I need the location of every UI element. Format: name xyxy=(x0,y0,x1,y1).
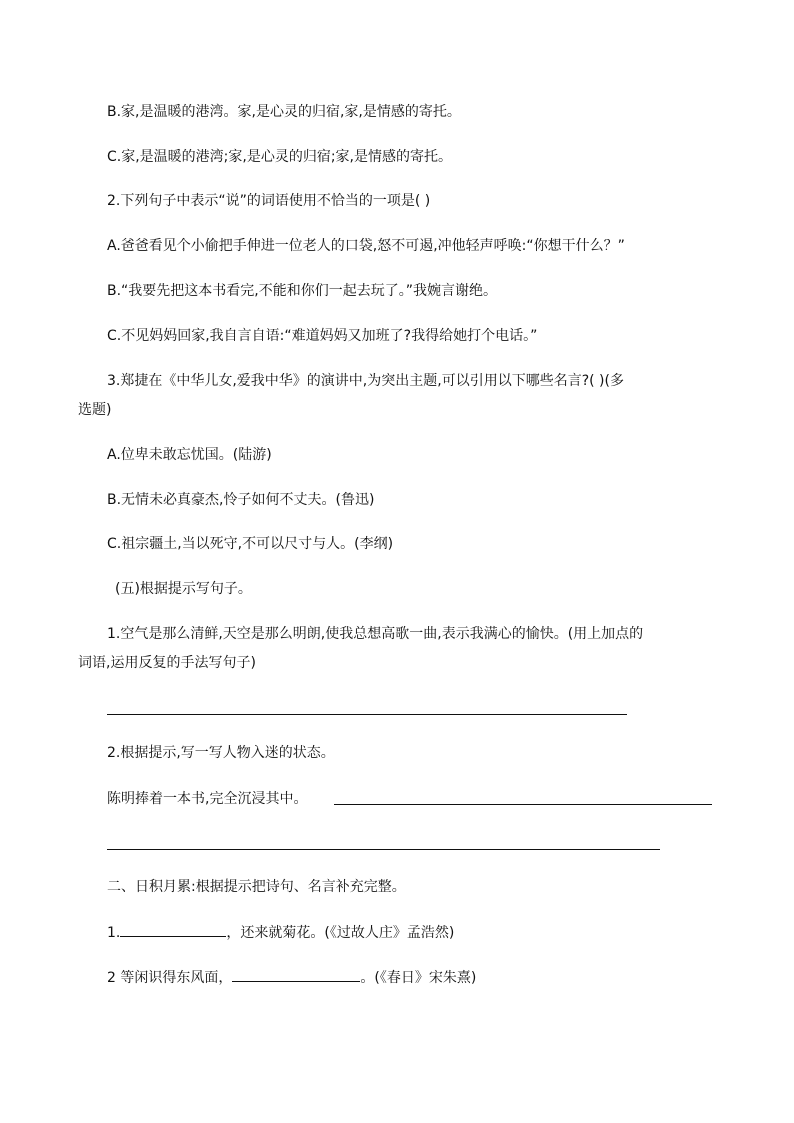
section-2-heading: 二、日积月累:根据提示把诗句、名言补充完整。 xyxy=(107,879,406,895)
answer-line-2[interactable] xyxy=(334,804,712,805)
fill-blank-2[interactable] xyxy=(232,967,360,982)
rewrite-question-2: 2.根据提示,写一写人物入迷的状态。 xyxy=(107,745,335,761)
answer-line-1[interactable] xyxy=(107,714,627,715)
option-3a: A.位卑未敢忘忧国。(陆游) xyxy=(107,447,272,463)
fill-blank-1[interactable] xyxy=(120,922,226,937)
question-3-stem-continued: 选题) xyxy=(78,402,112,418)
poem-fill-1-number: 1. xyxy=(107,925,121,941)
rewrite-question-2-prompt: 陈明捧着一本书,完全沉浸其中。 xyxy=(107,791,308,807)
rewrite-question-1-continued: 词语,运用反复的手法写句子) xyxy=(78,655,256,671)
poem-fill-2 xyxy=(107,967,476,987)
option-2a: A.爸爸看见个小偷把手伸进一位老人的口袋,怒不可遏,冲他轻声呼唤:“你想干什么？” xyxy=(107,238,625,254)
answer-line-3[interactable] xyxy=(107,849,660,850)
option-3c: C.祖宗疆土,当以死守,不可以尺寸与人。(李纲) xyxy=(107,536,394,552)
poem-fill-1 xyxy=(107,922,454,942)
poem-fill-2-text: 2 等闲识得东风面， xyxy=(107,970,233,986)
option-2c: C.不见妈妈回家,我自言自语:“难道妈妈又加班了?我得给她打个电话。” xyxy=(107,328,538,344)
option-3b: B.无情未必真豪杰,怜子如何不丈夫。(鲁迅) xyxy=(107,492,375,508)
option-2b: B.“我要先把这本书看完,不能和你们一起去玩了。”我婉言谢绝。 xyxy=(107,283,498,299)
poem-fill-2-source: 。(《春日》宋朱熹) xyxy=(360,970,477,986)
option-1c: C.家,是温暖的港湾;家,是心灵的归宿;家,是情感的寄托。 xyxy=(107,149,453,165)
poem-fill-1-text: ，还来就菊花。(《过故人庄》孟浩然) xyxy=(226,925,455,941)
rewrite-question-1: 1.空气是那么清鲜,天空是那么明朗,使我总想高歌一曲,表示我满心的愉快。(用上加点的 xyxy=(107,626,644,642)
option-1b: B.家,是温暖的港湾。家,是心灵的归宿,家,是情感的寄托。 xyxy=(107,104,461,120)
question-3-stem: 3.郑捷在《中华儿女,爱我中华》的演讲中,为突出主题,可以引用以下哪些名言?( )(多 xyxy=(107,373,624,389)
section-5-heading: (五)根据提示写句子。 xyxy=(115,581,252,597)
question-2-stem: 2.下列句子中表示“说”的词语使用不恰当的一项是( ) xyxy=(107,193,431,209)
